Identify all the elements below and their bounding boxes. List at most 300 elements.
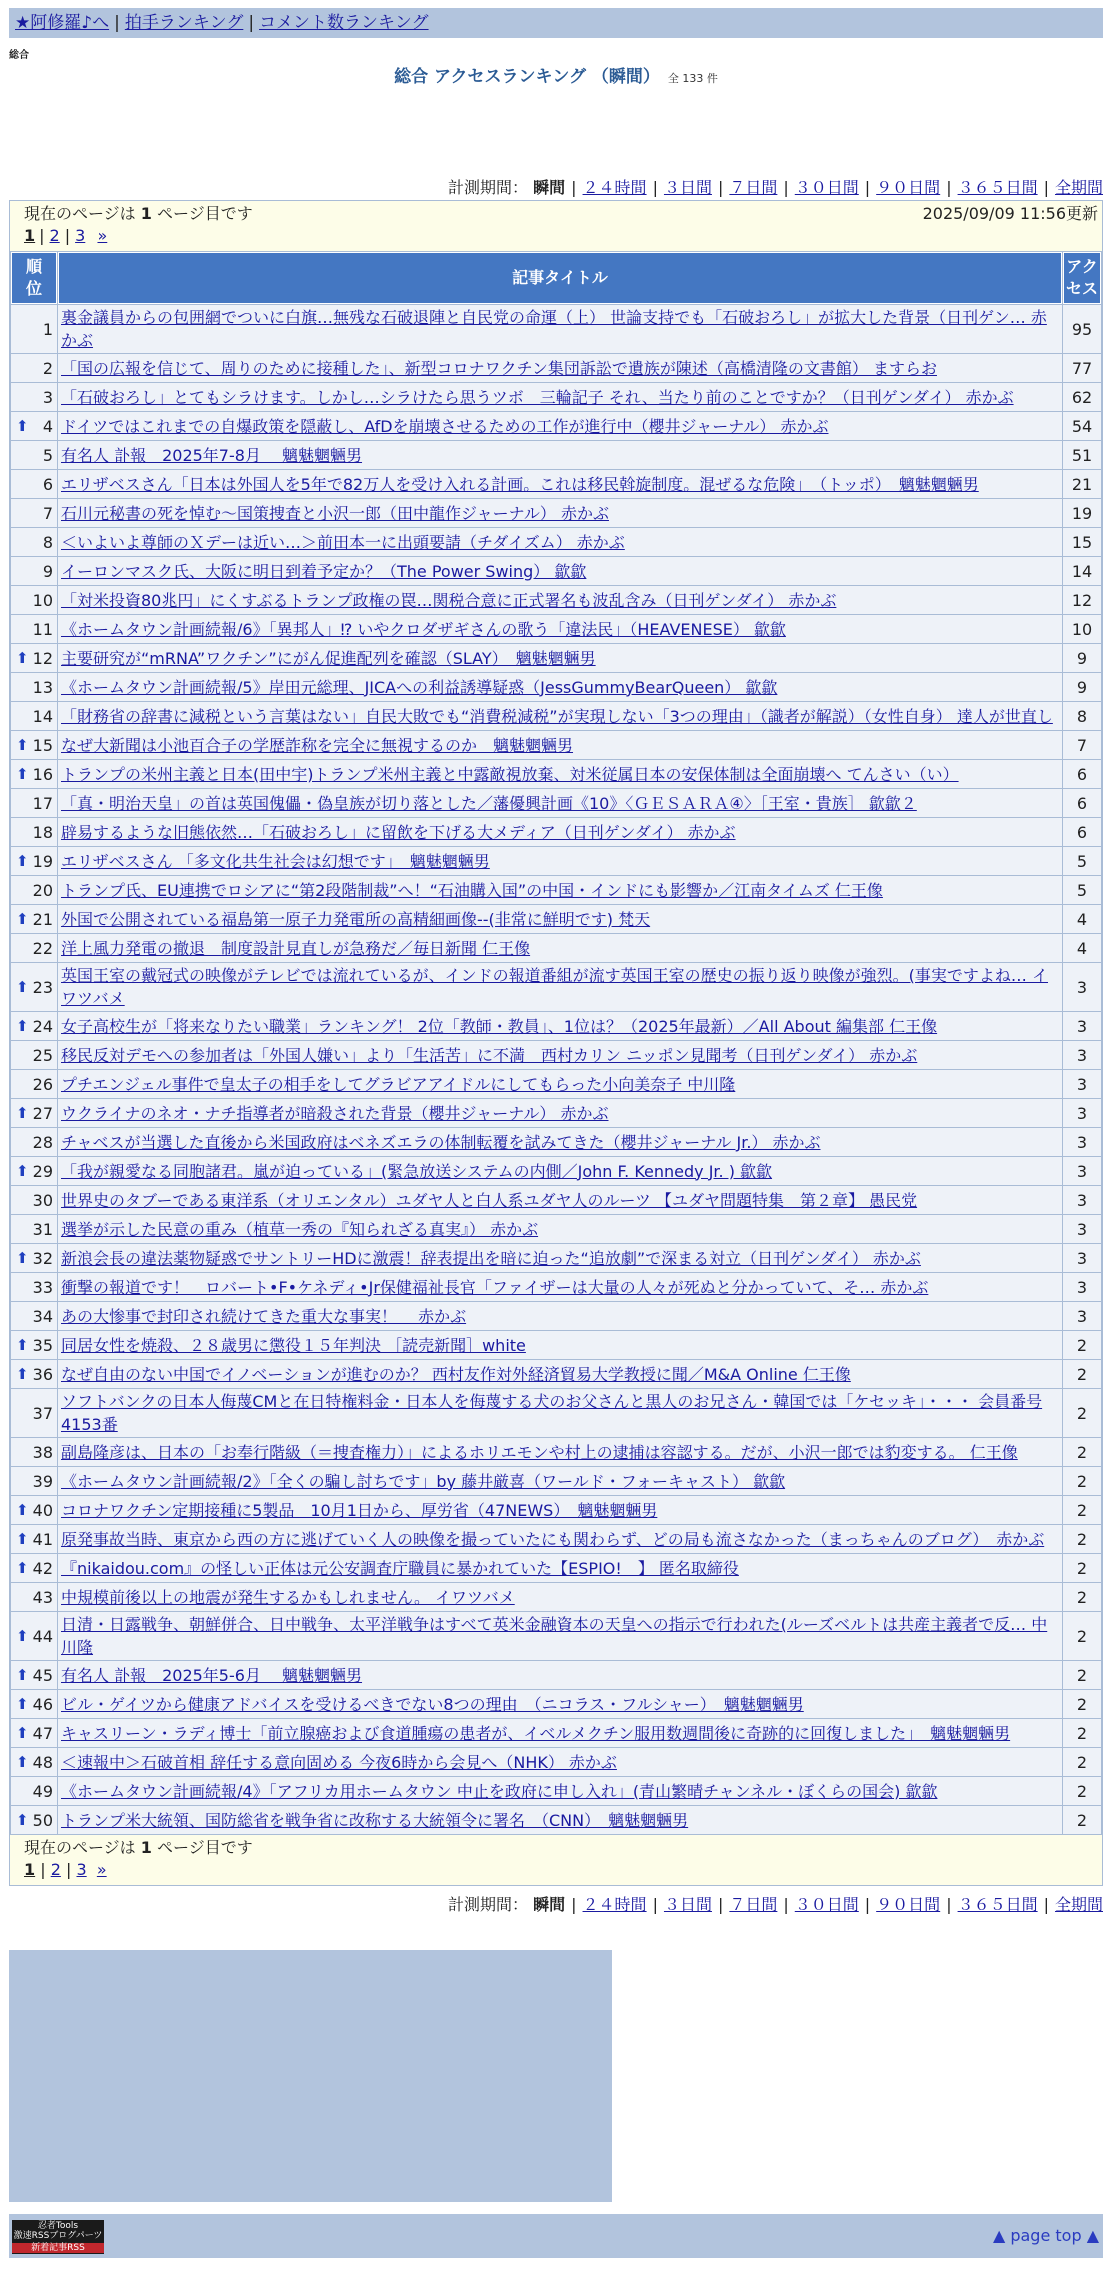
rank-cell: [11, 1496, 57, 1524]
rank-number: 20: [32, 880, 53, 900]
table-row: [11, 412, 1101, 440]
rank-number: 6: [42, 474, 53, 494]
access-count: 3: [1063, 963, 1101, 1011]
rank-number: 42: [32, 1558, 53, 1578]
nav-link-ashura[interactable]: ★阿修羅♪へ: [15, 13, 110, 33]
table-row: [11, 1012, 1101, 1040]
title-cell: [58, 876, 1062, 904]
title-cell: [58, 1612, 1062, 1660]
pager-top: [10, 201, 1102, 251]
rank-cell: [11, 702, 57, 730]
rank-cell: [11, 1157, 57, 1185]
table-row: [11, 876, 1101, 904]
article-title-link[interactable]: 選挙が示した民意の重み（植草一秀の『知られざる真実』） 赤かぶ: [61, 1219, 539, 1239]
access-count: 3: [1063, 1244, 1101, 1272]
article-title-link[interactable]: 「石破おろし」とてもシラけます。しかし…シラけたら思うツボ 三輪記子 それ、当たり前のことですか？（日刊ゲンダイ） 赤かぶ: [61, 387, 1014, 407]
rank-number: 2: [42, 358, 53, 378]
table-row: [11, 499, 1101, 527]
pager-text-after-bottom: ページ目です: [157, 1838, 253, 1857]
pager-text-before: 現在のページは: [24, 204, 136, 223]
access-count: 3: [1063, 1302, 1101, 1330]
article-title-link[interactable]: なぜ自由のない中国でイノベーションが進むのか？ 西村友作対外経済貿易大学教授に聞／M&A Online 仁王像: [61, 1364, 851, 1384]
article-title-link[interactable]: 移民反対デモへの参加者は「外国人嫌い」より「生活苦」に不満 西村カリン ニッポン見聞考（日刊ゲンダイ） 赤かぶ: [61, 1045, 918, 1065]
rank-cell: [11, 470, 57, 498]
access-count: 6: [1063, 760, 1101, 788]
title-cell: [58, 1215, 1062, 1243]
article-title-link[interactable]: 洋上風力発電の撤退 制度設計見直しが急務だ／毎日新聞 仁王像: [61, 938, 531, 958]
updated-timestamp: 2025/09/09 11:56更新: [922, 204, 1098, 223]
nav-link-applause-ranking[interactable]: 拍手ランキング: [124, 13, 244, 33]
rank-number: 11: [32, 619, 53, 639]
table-row: [11, 1525, 1101, 1553]
rank-cell: [11, 1244, 57, 1272]
article-title-link[interactable]: 《ホームタウン計画続報/6》「異邦人」⁉ いやクロダザギさんの歌う「違法民」（HEAVENESE） 歙歙: [61, 619, 786, 639]
article-title-link[interactable]: ＜速報中＞石破首相 辞任する意向固める 今夜6時から会見へ（NHK） 赤かぶ: [61, 1752, 617, 1772]
period-label: 計測期間：: [448, 178, 529, 197]
title-cell: [58, 1070, 1062, 1098]
rank-number: 36: [32, 1364, 53, 1384]
title-cell: [58, 1360, 1062, 1388]
access-count: 3: [1063, 1070, 1101, 1098]
title-cell: [58, 615, 1062, 643]
header-rank-label: 順位: [25, 257, 42, 298]
top-navigation: [9, 8, 1103, 38]
period-365d-bottom[interactable]: ３６５日間: [957, 1895, 1038, 1914]
article-title-link[interactable]: 衝撃の報道です！ ロバート•F•ケネディ•Jr保健福祉長官「ファイザーは大量の人々が死ぬと分かっていて、そ… 赤かぶ: [61, 1277, 929, 1297]
table-row: [11, 1186, 1101, 1214]
rank-number: 9: [42, 561, 53, 581]
rank-cell: [11, 412, 57, 440]
rank-cell: [11, 1748, 57, 1776]
article-title-link[interactable]: ソフトバンクの日本人侮蔑CMと在日特権料金・日本人を侮蔑する犬のお父さんと黒人のお兄さん・韓国では「ケセッキ」・・・ 会員番号4153番: [61, 1392, 1043, 1434]
access-count: 12: [1063, 586, 1101, 614]
title-cell: [58, 441, 1062, 469]
access-count: 95: [1063, 305, 1101, 353]
title-cell: [58, 1719, 1062, 1747]
rank-number: 15: [32, 735, 53, 755]
period-3d-bottom[interactable]: ３日間: [663, 1895, 712, 1914]
page-title: [0, 62, 1112, 87]
period-30d[interactable]: ３０日間: [794, 178, 859, 197]
article-title-link[interactable]: 日清・日露戦争、朝鮮併合、日中戦争、太平洋戦争はすべて英米金融資本の天皇への指示で行われた(ルーズベルトは共産主義者で反… 中川隆: [61, 1615, 1048, 1657]
table-row: [11, 789, 1101, 817]
table-row: [11, 441, 1101, 469]
rank-up-arrow-icon: ⬆: [16, 1752, 29, 1771]
rank-up-arrow-icon: ⬆: [16, 977, 29, 996]
access-count: 54: [1063, 412, 1101, 440]
article-title-link[interactable]: 副島隆彦は、日本の「お奉行階級（＝捜査権力）」によるホリエモンや村上の逮捕は容認する。だが、小沢一郎では豹変する。 仁王像: [61, 1442, 1018, 1462]
table-row: [11, 905, 1101, 933]
header-access-label: アクセス: [1065, 257, 1098, 298]
title-cell: [58, 1806, 1062, 1834]
rank-up-arrow-icon: ⬆: [16, 1500, 29, 1519]
title-cell: [58, 905, 1062, 933]
table-row: [11, 963, 1101, 1011]
title-cell: [58, 1389, 1062, 1437]
access-count: 2: [1063, 1583, 1101, 1611]
title-cell: [58, 354, 1062, 382]
rank-cell: [11, 876, 57, 904]
article-title-link[interactable]: 女子高校生が「将来なりたい職業」ランキング！ 2位「教師・教員」、1位は？（2025年最新）／All About 編集部 仁王像: [61, 1016, 938, 1036]
title-cell: [58, 470, 1062, 498]
rank-cell: [11, 731, 57, 759]
article-title-link[interactable]: イーロンマスク氏、大阪に明日到着予定か？（The Power Swing） 歙歙: [61, 561, 587, 581]
title-cell: [58, 1554, 1062, 1582]
access-count: 7: [1063, 731, 1101, 759]
rank-number: 21: [32, 909, 53, 929]
table-row: [11, 305, 1101, 353]
title-cell: [58, 1186, 1062, 1214]
rank-number: 29: [32, 1161, 53, 1181]
title-cell: [58, 1496, 1062, 1524]
rank-number: 4: [42, 416, 53, 436]
page-3-link-bottom[interactable]: 3: [76, 1860, 87, 1879]
title-cell: [58, 1438, 1062, 1466]
table-row: [11, 470, 1101, 498]
page-next-link-bottom[interactable]: »: [96, 1860, 107, 1879]
period-all-bottom[interactable]: 全期間: [1054, 1895, 1103, 1914]
article-title-link[interactable]: 《ホームタウン計画続報/5》岸田元総理、JICAへの利益誘導疑惑（JessGummyBearQueen） 歙歙: [61, 677, 778, 697]
nav-link-comment-ranking[interactable]: コメント数ランキング: [259, 13, 429, 33]
rank-up-arrow-icon: ⬆: [16, 1529, 29, 1548]
rank-number: 39: [32, 1471, 53, 1491]
page-2-link[interactable]: 2: [49, 226, 60, 245]
rank-number: 17: [32, 793, 53, 813]
title-cell: [58, 934, 1062, 962]
title-cell: [58, 1244, 1062, 1272]
rank-number: 35: [32, 1335, 53, 1355]
access-count: 2: [1063, 1612, 1101, 1660]
header-access: [1063, 252, 1101, 304]
table-row: [11, 615, 1101, 643]
period-365d[interactable]: ３６５日間: [957, 178, 1038, 197]
access-count: 2: [1063, 1331, 1101, 1359]
access-count: 5: [1063, 876, 1101, 904]
page-title-text: 総合 アクセスランキング （瞬間）: [394, 67, 660, 87]
rank-cell: [11, 1041, 57, 1069]
title-cell: [58, 1690, 1062, 1718]
rank-number: 48: [32, 1752, 53, 1772]
period-24h[interactable]: ２４時間: [582, 178, 647, 197]
rank-cell: [11, 818, 57, 846]
pager-current-number: 1: [140, 204, 152, 223]
table-row: [11, 1302, 1101, 1330]
access-count: 2: [1063, 1525, 1101, 1553]
article-title-link[interactable]: 「真・明治天皇」の首は英国傀儡・偽皇族が切り落とした／藩優興計画《10》〈ＧＥＳＡＲＡ④〉［王室・貴族］ 歙歙２: [61, 793, 917, 813]
period-label-bottom: 計測期間：: [448, 1895, 529, 1914]
ranking-table: [10, 251, 1102, 1835]
access-count: 21: [1063, 470, 1101, 498]
rank-number: 46: [32, 1694, 53, 1714]
rank-up-arrow-icon: ⬆: [16, 1558, 29, 1577]
rank-cell: [11, 1273, 57, 1301]
rank-number: 19: [32, 851, 53, 871]
rank-cell: [11, 1467, 57, 1495]
pager-text-before-bottom: 現在のページは: [24, 1838, 136, 1857]
table-row: [11, 557, 1101, 585]
rank-cell: [11, 441, 57, 469]
title-cell: [58, 412, 1062, 440]
article-title-link[interactable]: キャスリーン・ラディ博士「前立腺癌および食道腫瘍の患者が、イベルメクチン服用数週間後に奇跡的に回復しました」 魑魅魍魎男: [61, 1723, 1011, 1743]
title-cell: [58, 305, 1062, 353]
page-1-current-bottom: 1: [24, 1860, 36, 1879]
rank-cell: [11, 499, 57, 527]
page-3-link[interactable]: 3: [75, 226, 86, 245]
page-2-link-bottom[interactable]: 2: [50, 1860, 61, 1879]
access-count: 3: [1063, 1041, 1101, 1069]
title-cell: [58, 557, 1062, 585]
article-title-link[interactable]: 「財務省の辞書に減税という言葉はない」自民大敗でも“消費税減税”が実現しない「3つの理由」（識者が解説）（女性自身） 達人が世直し: [61, 706, 1053, 726]
period-30d-bottom[interactable]: ３０日間: [794, 1895, 859, 1914]
rank-number: 24: [32, 1016, 53, 1036]
rank-number: 25: [32, 1045, 53, 1065]
period-current-bottom: 瞬間: [533, 1895, 566, 1914]
article-title-link[interactable]: ドイツではこれまでの自爆政策を隠蔽し、AfDを崩壊させるための工作が進行中（櫻井ジャーナル） 赤かぶ: [61, 416, 829, 436]
article-title-link[interactable]: トランプ氏、EU連携でロシアに“第2段階制裁”へ！“石油購入国”の中国・インドにも影響か／江南タイムズ 仁王像: [61, 880, 883, 900]
rank-number: 31: [32, 1219, 53, 1239]
access-count: 8: [1063, 702, 1101, 730]
rank-up-arrow-icon: ⬆: [16, 1810, 29, 1829]
rank-cell: [11, 905, 57, 933]
rank-cell: [11, 557, 57, 585]
access-count: 2: [1063, 1661, 1101, 1689]
article-title-link[interactable]: コロナワクチン定期接種に5製品 10月1日から、厚労省（47NEWS） 魑魅魍魎男: [61, 1500, 658, 1520]
rank-number: 49: [32, 1781, 53, 1801]
article-title-link[interactable]: 辟易するような旧態依然…「石破おろし」に留飲を下げる大メディア（日刊ゲンダイ） 赤かぶ: [61, 822, 736, 842]
header-title: 記事タイトル: [58, 252, 1062, 304]
article-title-link[interactable]: 「対米投資80兆円」にくすぶるトランプ政権の罠…関税合意に正式署名も波乱含み（日刊ゲンダイ） 赤かぶ: [61, 590, 837, 610]
table-row: [11, 586, 1101, 614]
article-title-link[interactable]: 主要研究が“mRNA”ワクチン”にがん促進配列を確認（SLAY） 魑魅魍魎男: [61, 648, 596, 668]
access-count: 3: [1063, 1215, 1101, 1243]
page-next-link[interactable]: »: [97, 226, 108, 245]
rank-number: 41: [32, 1529, 53, 1549]
pager-text-after: ページ目です: [157, 204, 253, 223]
table-row: [11, 818, 1101, 846]
rank-cell: [11, 1070, 57, 1098]
table-row: [11, 1215, 1101, 1243]
access-count: 3: [1063, 1099, 1101, 1127]
period-7d[interactable]: ７日間: [729, 178, 778, 197]
period-24h-bottom[interactable]: ２４時間: [582, 1895, 647, 1914]
article-title-link[interactable]: 石川元秘書の死を悼む～国策捜査と小沢一郎（田中龍作ジャーナル） 赤かぶ: [61, 503, 609, 523]
access-count: 4: [1063, 905, 1101, 933]
rank-up-arrow-icon: ⬆: [16, 764, 29, 783]
article-title-link[interactable]: 《ホームタウン計画続報/2》「全くの騙し討ちです」by 藤井厳喜（ワールド・フォーキャスト） 歙歙: [61, 1471, 786, 1491]
article-title-link[interactable]: チャベスが当選した直後から米国政府はベネズエラの体制転覆を試みてきた（櫻井ジャーナル Jr.） 赤かぶ: [61, 1132, 821, 1152]
category-label: 総合: [9, 50, 29, 61]
table-row: [11, 731, 1101, 759]
rank-number: 13: [32, 677, 53, 697]
access-count: 3: [1063, 1186, 1101, 1214]
title-cell: [58, 1583, 1062, 1611]
rank-number: 3: [42, 387, 53, 407]
period-current: 瞬間: [533, 178, 566, 197]
rank-number: 10: [32, 590, 53, 610]
article-title-link[interactable]: 有名人 訃報 2025年7-8月 魑魅魍魎男: [61, 445, 363, 465]
article-title-link[interactable]: 同居女性を焼殺、２８歳男に懲役１５年判決 ［読売新聞］white: [61, 1335, 526, 1355]
article-title-link[interactable]: 世界史のタブーである東洋系（オリエンタル）ユダヤ人と白人系ユダヤ人のルーツ 【ユダヤ問題特集 第２章】 愚民党: [61, 1190, 918, 1210]
access-count: 3: [1063, 1157, 1101, 1185]
table-row: [11, 1099, 1101, 1127]
article-title-link[interactable]: 原発事故当時、東京から西の方に逃げていく人の映像を撮っていたにも関わらず、どの局も流さなかった（まっちゃんのブログ） 赤かぶ: [61, 1529, 1045, 1549]
table-row: [11, 383, 1101, 411]
rank-cell: [11, 1612, 57, 1660]
rank-number: 22: [32, 938, 53, 958]
access-count: 6: [1063, 818, 1101, 846]
title-cell: [58, 731, 1062, 759]
title-cell: [58, 1273, 1062, 1301]
rank-cell: [11, 528, 57, 556]
period-90d-bottom[interactable]: ９０日間: [876, 1895, 941, 1914]
rank-number: 1: [42, 319, 53, 339]
rank-cell: [11, 1690, 57, 1718]
period-all[interactable]: 全期間: [1054, 178, 1103, 197]
rank-number: 47: [32, 1723, 53, 1743]
title-cell: [58, 383, 1062, 411]
title-cell: [58, 1661, 1062, 1689]
access-count: 51: [1063, 441, 1101, 469]
rank-up-arrow-icon: ⬆: [16, 1103, 29, 1122]
access-count: 77: [1063, 354, 1101, 382]
logo-top-text: 忍者Tools: [37, 2221, 79, 2231]
article-title-link[interactable]: エリザベスさん 「多文化共生社会は幻想です」 魑魅魍魎男: [61, 851, 490, 871]
article-title-link[interactable]: 裏金議員からの包囲網でついに白旗…無残な石破退陣と自民党の命運（上） 世論支持でも「石破おろし」が拡大した背景（日刊ゲン… 赤かぶ: [61, 308, 1047, 350]
rank-up-arrow-icon: ⬆: [16, 1161, 29, 1180]
article-title-link[interactable]: 《ホームタウン計画続報/4》「アフリカ用ホームタウン 中止を政府に申し入れ」(青山繁晴チャンネル・ぼくらの国会) 歙歙: [61, 1781, 938, 1801]
rank-cell: [11, 963, 57, 1011]
article-title-link[interactable]: エリザベスさん「日本は外国人を5年で82万人を受け入れる計画。これは移民斡旋制度。混ぜるな危険」 （トッポ） 魑魅魍魎男: [61, 474, 979, 494]
article-title-link[interactable]: ＜いよいよ尊師のＸデーは近い…＞前田本一に出頭要請（チダイズム） 赤かぶ: [61, 532, 625, 552]
rank-cell: [11, 1331, 57, 1359]
table-row: [11, 1661, 1101, 1689]
access-count: 15: [1063, 528, 1101, 556]
table-row: [11, 1806, 1101, 1834]
logo-mid-text: 激速RSSブログパーツ: [13, 2231, 103, 2241]
article-title-link[interactable]: あの大惨事で封印され続けてきた重大な事実！ 赤かぶ: [61, 1306, 467, 1326]
rank-up-arrow-icon: ⬆: [16, 1665, 29, 1684]
access-count: 2: [1063, 1389, 1101, 1437]
ad-placeholder: [9, 1950, 612, 2202]
rank-up-arrow-icon: ⬆: [16, 1335, 29, 1354]
table-row: [11, 847, 1101, 875]
rank-cell: [11, 1438, 57, 1466]
rank-cell: [11, 644, 57, 672]
rank-cell: [11, 1012, 57, 1040]
table-row: [11, 1583, 1101, 1611]
rss-blogparts-logo[interactable]: [12, 2220, 104, 2254]
rank-up-arrow-icon: ⬆: [16, 1364, 29, 1383]
rank-cell: [11, 673, 57, 701]
table-row: [11, 1157, 1101, 1185]
footer: [9, 2214, 1103, 2258]
article-title-link[interactable]: 「国の広報を信じて、周りのために接種した」、新型コロナワクチン集団訴訟で遺族が陳述（高橋清隆の文書館） ますらお: [61, 358, 937, 378]
article-title-link[interactable]: 『nikaidou.com』の怪しい正体は元公安調査庁職員に暴かれていた【ESPIO! 】 匿名取締役: [61, 1558, 739, 1578]
table-row: [11, 1389, 1101, 1437]
rank-cell: [11, 354, 57, 382]
table-row: [11, 1041, 1101, 1069]
access-count: 62: [1063, 383, 1101, 411]
article-title-link[interactable]: 中規模前後以上の地震が発生するかもしれません。 イワツバメ: [61, 1587, 515, 1607]
access-count: 2: [1063, 1438, 1101, 1466]
article-title-link[interactable]: ウクライナのネオ・ナチ指導者が暗殺された背景（櫻井ジャーナル） 赤かぶ: [61, 1103, 609, 1123]
period-selector-bottom: 計測期間： 瞬間 | ２４時間 | ３日間 | ７日間 | ３０日間 | ９０日間 | ３６５日間 | 全期間: [448, 1895, 1103, 1914]
access-count: 3: [1063, 1273, 1101, 1301]
rank-number: 33: [32, 1277, 53, 1297]
table-row: [11, 644, 1101, 672]
rank-cell: [11, 1525, 57, 1553]
table-row: [11, 1612, 1101, 1660]
period-7d-bottom[interactable]: ７日間: [729, 1895, 778, 1914]
rank-number: 18: [32, 822, 53, 842]
header-rank: [11, 252, 57, 304]
rank-number: 43: [32, 1587, 53, 1607]
period-selector-top: 計測期間： 瞬間 | ２４時間 | ３日間 | ７日間 | ３０日間 | ９０日間 | ３６５日間 | 全期間: [448, 178, 1103, 197]
access-count: 5: [1063, 847, 1101, 875]
pager-bottom: [10, 1835, 1102, 1885]
page-top-link[interactable]: ▲ page top ▲: [992, 2226, 1099, 2245]
rank-cell: [11, 1302, 57, 1330]
access-count: 2: [1063, 1554, 1101, 1582]
article-title-link[interactable]: 新浪会長の違法薬物疑惑でサントリーHDに激震！辞表提出を暗に迫った“追放劇”で深まる対立（日刊ゲンダイ） 赤かぶ: [61, 1248, 921, 1268]
page-numbers-top: 1 | 2 | 3 »: [24, 226, 108, 245]
article-title-link[interactable]: トランプ米大統領、国防総省を戦争省に改称する大統領令に署名 （CNN） 魑魅魍魎男: [61, 1810, 689, 1830]
rank-cell: [11, 586, 57, 614]
access-count: 9: [1063, 644, 1101, 672]
title-cell: [58, 1525, 1062, 1553]
table-row: [11, 1690, 1101, 1718]
table-row: [11, 1554, 1101, 1582]
table-row: [11, 1273, 1101, 1301]
title-cell: [58, 1099, 1062, 1127]
article-title-link[interactable]: 外国で公開されている福島第一原子力発電所の高精細画像--(非常に鮮明です) 梵天: [61, 909, 651, 929]
table-row: [11, 934, 1101, 962]
logo-bottom-text: 新着記事RSS: [12, 2243, 104, 2253]
rank-number: 8: [42, 532, 53, 552]
article-title-link[interactable]: 英国王室の戴冠式の映像がテレビでは流れているが、インドの報道番組が流す英国王室の歴史の振り返り映像が強烈。(事実ですよね… イワツバメ: [61, 966, 1049, 1008]
title-cell: [58, 499, 1062, 527]
title-cell: [58, 847, 1062, 875]
article-title-link[interactable]: 有名人 訃報 2025年5-6月 魑魅魍魎男: [61, 1665, 363, 1685]
period-3d[interactable]: ３日間: [663, 178, 712, 197]
access-count: 2: [1063, 1360, 1101, 1388]
title-cell: [58, 963, 1062, 1011]
article-title-link[interactable]: 「我が親愛なる同胞諸君。嵐が迫っている」(緊急放送システムの内側／John F. Kennedy Jr. ) 歙歙: [61, 1161, 773, 1181]
access-count: 2: [1063, 1748, 1101, 1776]
title-cell: [58, 673, 1062, 701]
rank-number: 40: [32, 1500, 53, 1520]
title-cell: [58, 789, 1062, 817]
title-cell: [58, 1302, 1062, 1330]
rank-cell: [11, 1186, 57, 1214]
rank-number: 28: [32, 1132, 53, 1152]
access-count: 2: [1063, 1496, 1101, 1524]
access-count: 3: [1063, 1128, 1101, 1156]
rank-cell: [11, 615, 57, 643]
rank-cell: [11, 305, 57, 353]
rank-number: 16: [32, 764, 53, 784]
table-row: [11, 673, 1101, 701]
period-90d[interactable]: ９０日間: [876, 178, 941, 197]
rank-up-arrow-icon: ⬆: [16, 648, 29, 667]
article-title-link[interactable]: ビル・ゲイツから健康アドバイスを受けるべきでない8つの理由 （ニコラス・フルシャー） 魑魅魍魎男: [61, 1694, 804, 1714]
rank-cell: [11, 789, 57, 817]
article-title-link[interactable]: なぜ大新聞は小池百合子の学歴詐称を完全に無視するのか 魑魅魍魎男: [61, 735, 574, 755]
article-title-link[interactable]: トランプの米州主義と日本(田中宇)トランプ米州主義と中露敵視放棄、対米従属日本の安保体制は全面崩壊へ てんさい（い）: [61, 764, 959, 784]
rank-number: 45: [32, 1665, 53, 1685]
table-row: [11, 760, 1101, 788]
article-title-link[interactable]: プチエンジェル事件で皇太子の相手をしてグラビアアイドルにしてもらった小向美奈子 中川隆: [61, 1074, 736, 1094]
